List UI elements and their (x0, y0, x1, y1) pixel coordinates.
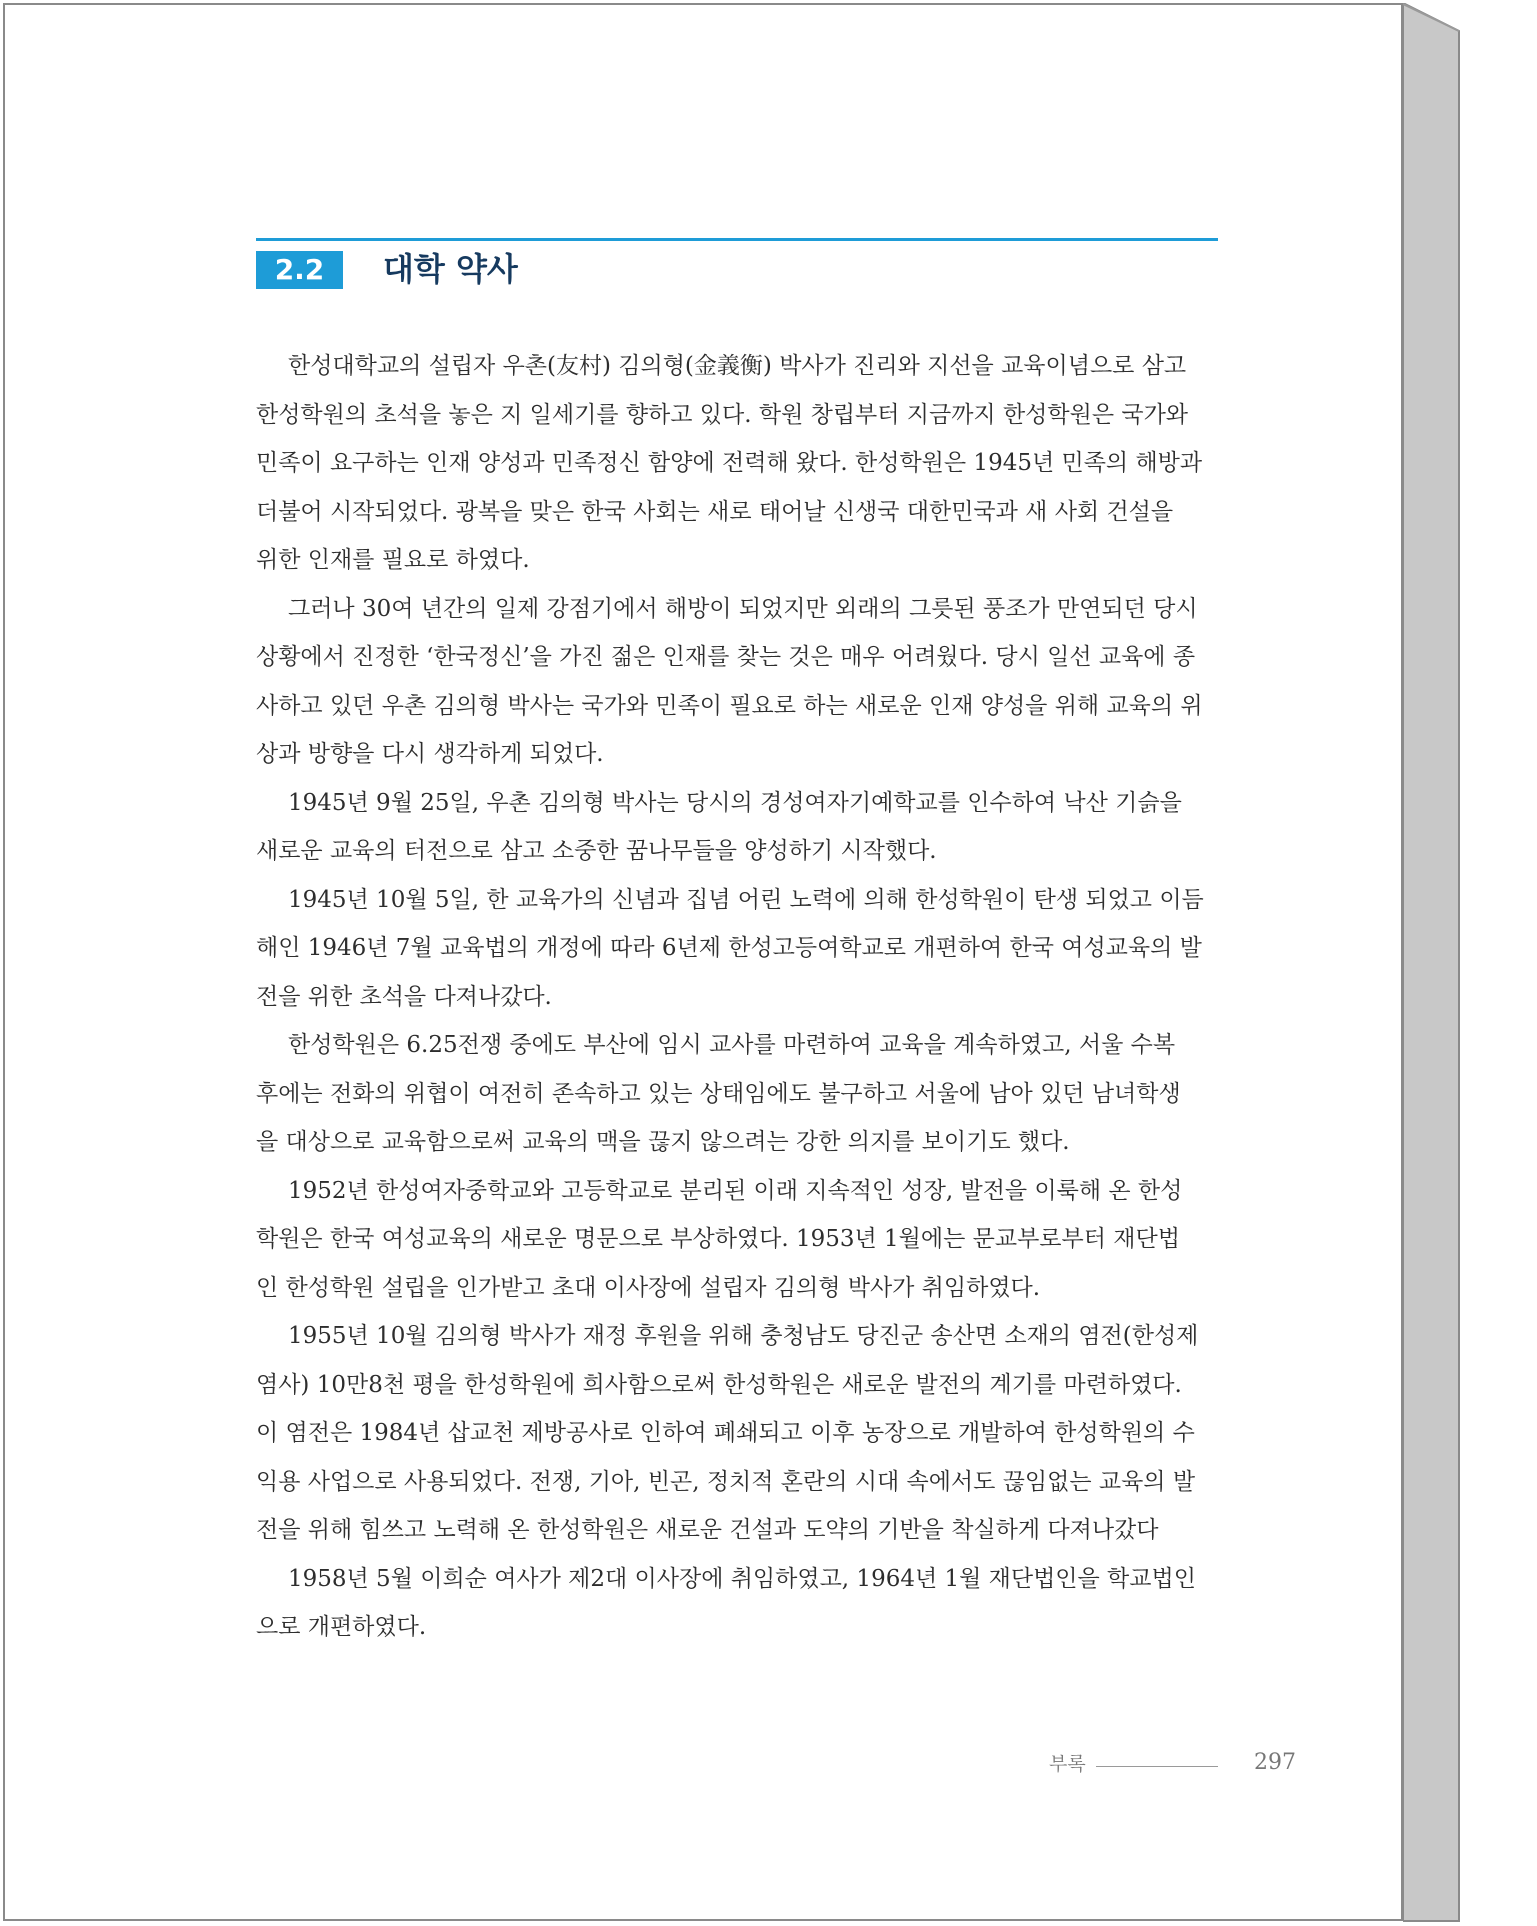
paragraph-1 (256, 342, 1218, 585)
text-line: 1958년 5월 이희순 여사가 제2대 이사장에 취임하였고, 1964년 1월 재단법인을 학교법인 (288, 1565, 1196, 1592)
text-line: 으로 개편하였다. (256, 1614, 427, 1640)
section-rule (256, 238, 1218, 241)
text-line: 을 대상으로 교육함으로써 교육의 맥을 끊지 않으려는 강한 의지를 보이기도 했다. (256, 1129, 1070, 1155)
text-line: 상황에서 진정한 ‘한국정신’을 가진 젊은 인재를 찾는 것은 매우 어려웠다. 당시 일선 교육에 종 (256, 644, 1196, 670)
text-line: 더불어 시작되었다. 광복을 맞은 한국 사회는 새로 태어날 신생국 대한민국과 새 사회 건설을 (256, 498, 1174, 525)
text-line: 사하고 있던 우촌 김의형 박사는 국가와 민족이 필요로 하는 새로운 인재 양성을 위해 교육의 위 (256, 692, 1203, 719)
text-line: 한성대학교의 설립자 우촌(友村) 김의형(金義衡) 박사가 진리와 지선을 교육이념으로 삼고 (288, 353, 1187, 379)
footer-rule (1096, 1766, 1218, 1767)
book-edge-shape (1403, 3, 1536, 1923)
footer-label: 부록 (1049, 1753, 1086, 1775)
text-line: 1955년 10월 김의형 박사가 재정 후원을 위해 충청남도 당진군 송산면 소재의 염전(한성제 (288, 1323, 1199, 1349)
text-line: 염사) 10만8천 평을 한성학원에 희사함으로써 한성학원은 새로운 발전의 계기를 마련하였다. (256, 1371, 1182, 1398)
text-line: 인 한성학원 설립을 인가받고 초대 이사장에 설립자 김의형 박사가 취임하였다. (256, 1274, 1041, 1301)
text-line: 전을 위한 초석을 다져나갔다. (256, 983, 552, 1010)
paragraph-8 (256, 1555, 1218, 1652)
paragraph-2 (256, 585, 1218, 779)
paragraph-6 (256, 1167, 1218, 1313)
text-line: 익용 사업으로 사용되었다. 전쟁, 기아, 빈곤, 정치적 혼란의 시대 속에서도 끊임없는 교육의 발 (256, 1468, 1196, 1495)
section-number: 2.2 (256, 251, 343, 289)
text-line: 상과 방향을 다시 생각하게 되었다. (256, 741, 604, 767)
text-line: 1945년 10월 5일, 한 교육가의 신념과 집념 어린 노력에 의해 한성학원이 탄생 되었고 이듬 (288, 886, 1204, 913)
text-line: 한성학원은 6.25전쟁 중에도 부산에 임시 교사를 마련하여 교육을 계속하였고, 서울 수복 (288, 1032, 1176, 1058)
paragraph-4 (256, 876, 1218, 1022)
page-number: 297 (1254, 1750, 1296, 1775)
text-line: 이 염전은 1984년 삽교천 제방공사로 인하여 폐쇄되고 이후 농장으로 개발하여 한성학원의 수 (256, 1420, 1195, 1446)
section-title: 대학 약사 (383, 250, 518, 288)
text-line: 1952년 한성여자중학교와 고등학교로 분리된 이래 지속적인 성장, 발전을 이룩해 온 한성 (288, 1177, 1183, 1204)
body-text (256, 342, 1218, 1652)
text-line: 새로운 교육의 터전으로 삼고 소중한 꿈나무들을 양성하기 시작했다. (256, 838, 937, 864)
text-line: 학원은 한국 여성교육의 새로운 명문으로 부상하였다. 1953년 1월에는 문교부로부터 재단법 (256, 1226, 1180, 1252)
text-line: 민족이 요구하는 인재 양성과 민족정신 함양에 전력해 왔다. 한성학원은 1945년 민족의 해방과 (256, 450, 1203, 476)
paragraph-5 (256, 1021, 1218, 1167)
paragraph-7 (256, 1312, 1218, 1555)
text-line: 전을 위해 힘쓰고 노력해 온 한성학원은 새로운 건설과 도약의 기반을 착실하게 다져나갔다 (256, 1517, 1159, 1543)
text-line: 그러나 30여 년간의 일제 강점기에서 해방이 되었지만 외래의 그릇된 풍조가 만연되던 당시 (288, 595, 1198, 622)
text-line: 위한 인재를 필요로 하였다. (256, 547, 530, 573)
text-line: 해인 1946년 7월 교육법의 개정에 따라 6년제 한성고등여학교로 개편하여 한국 여성교육의 발 (256, 935, 1202, 961)
book-edge (1403, 3, 1537, 1923)
text-line: 후에는 전화의 위협이 여전히 존속하고 있는 상태임에도 불구하고 서울에 남아 있던 남녀학생 (256, 1080, 1181, 1107)
text-line: 1945년 9월 25일, 우촌 김의형 박사는 당시의 경성여자기예학교를 인수하여 낙산 기슭을 (288, 789, 1182, 816)
text-line: 한성학원의 초석을 놓은 지 일세기를 향하고 있다. 학원 창립부터 지금까지 한성학원은 국가와 (256, 401, 1189, 428)
paragraph-3 (256, 779, 1218, 876)
